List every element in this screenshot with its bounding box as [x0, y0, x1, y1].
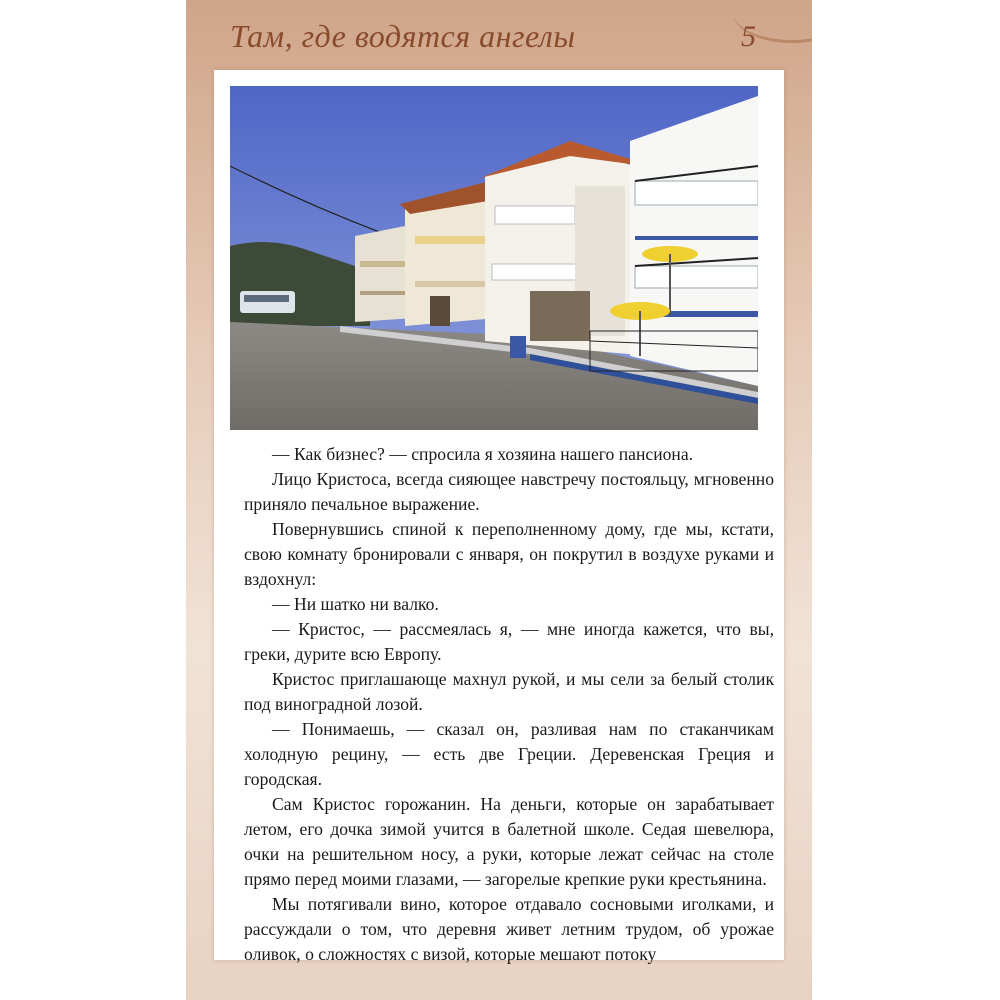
book-page [186, 0, 812, 1000]
page-number: 5 [741, 20, 756, 53]
running-header-title: Там, где водятся ангелы [230, 18, 576, 54]
seaside-hotel-photo [230, 86, 758, 430]
paragraph: — Ни шатко ни валко. [272, 594, 439, 614]
paragraph: — Понимаешь, — сказал он, разливая нам по стаканчикам холодную рецину, — есть две Греции. Деревенская Греция и городская. [244, 719, 774, 789]
paragraph: Лицо Кристоса, всегда сияющее навстречу постояльцу, мгновенно приняло печальное выражение. [244, 469, 774, 514]
paragraph: Сам Кристос горожанин. На деньги, которые он зарабатывает летом, его дочка зимой учится в балетной школе. Седая шевелюра, очки на решительном носу, а руки, которые лежат сейчас на столе прямо перед моими глазами, — загорелые крепкие руки крестьянина. [244, 794, 774, 889]
paragraph: Кристос приглашающе махнул рукой, и мы сели за белый столик под виноградной лозой. [244, 669, 774, 714]
paragraph: Мы потягивали вино, которое отдавало сосновыми иголками, и рассуждали о том, что деревня живет летним трудом, об урожае оливок, о сложностях с визой, которые мешают потоку [244, 894, 774, 964]
body-text [244, 442, 774, 967]
paragraph: Повернувшись спиной к переполненному дому, где мы, кстати, свою комнату бронировали с января, он покрутил в воздухе руками и вздохнул: [244, 519, 774, 589]
paragraph: — Как бизнес? — спросила я хозяина нашего пансиона. [272, 444, 694, 464]
content-panel [214, 70, 784, 964]
paragraph: — Кристос, — рассмеялась я, — мне иногда кажется, что вы, греки, дурите всю Европу. [244, 619, 774, 664]
photo-illustration [230, 86, 758, 430]
